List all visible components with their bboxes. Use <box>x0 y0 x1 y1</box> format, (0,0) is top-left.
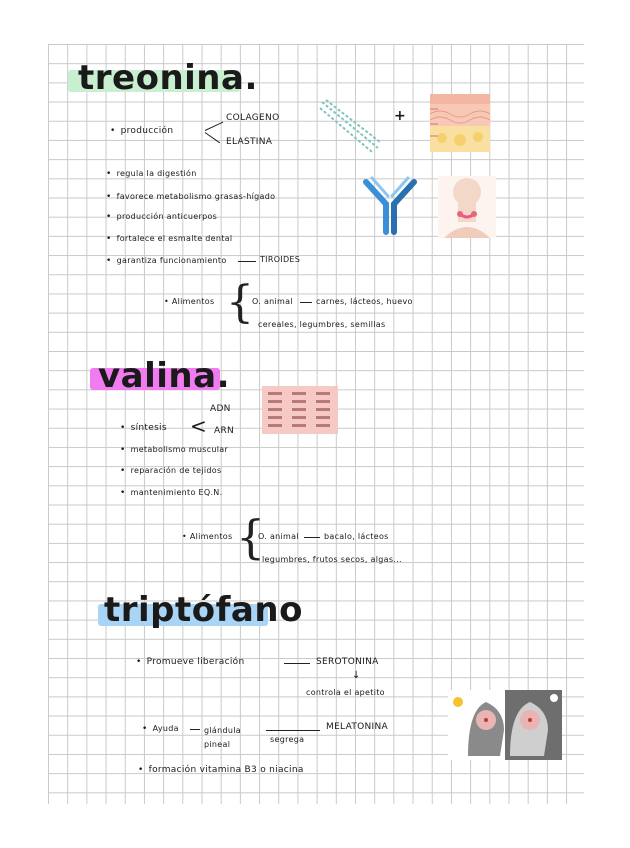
note-glandula-pineal: glándula pineal <box>204 726 241 749</box>
brain-day-night-image <box>448 690 562 760</box>
note-alimentos-valina: • Alimentos <box>182 532 233 541</box>
plus-sign: + <box>394 108 406 124</box>
note-funcionamiento: • garantiza funcionamiento <box>106 256 227 266</box>
section-title-valina: valina. <box>98 356 230 396</box>
note-reparacion-tejidos: • reparación de tejidos <box>120 466 221 476</box>
note-promueve: • Promueve liberación <box>136 657 244 667</box>
note-vitamina-b3: • formación vitamina B3 o niacina <box>138 765 304 775</box>
brace: { <box>226 277 254 328</box>
note-anticuerpos: • producción anticuerpos <box>106 212 217 222</box>
skin-layers-image <box>430 94 490 152</box>
note-segrega: segrega <box>270 735 305 744</box>
brace: { <box>236 510 266 564</box>
note-origen-animal: O. animal <box>252 297 293 306</box>
note-melatonina: MELATONINA <box>326 722 388 732</box>
note-metabolismo-grasas: • favorece metabolismo grasas-hígado <box>106 192 275 202</box>
note-adn: ADN <box>210 404 231 414</box>
note-serotonina: SEROTONINA <box>316 657 379 667</box>
note-produccion: • producción <box>110 126 173 136</box>
note-alimentos-vegetal: cereales, legumbres, semillas <box>258 320 386 329</box>
note-alimentos-vegetal: legumbres, frutos secos, algas... <box>262 555 402 564</box>
note-regula-digestion: • regula la digestión <box>106 169 197 179</box>
note-ayuda: • Ayuda <box>142 724 179 734</box>
section-title-treonina: treonina. <box>78 58 258 98</box>
collagen-fiber-image <box>318 96 382 154</box>
note-alimentos-animal: carnes, lácteos, huevo <box>316 297 413 306</box>
section-title-triptofano: triptófano <box>104 590 303 630</box>
thyroid-neck-image <box>438 176 496 238</box>
note-esmalte: • fortalece el esmalte dental <box>106 234 232 244</box>
note-controla-apetito: controla el apetito <box>306 688 385 697</box>
note-elastina: ELASTINA <box>226 137 273 147</box>
note-origen-animal: O. animal <box>258 532 299 541</box>
note-mantenimiento: • mantenimiento EQ.N. <box>120 488 222 498</box>
note-arn: ARN <box>214 426 235 436</box>
antibody-image <box>358 176 422 236</box>
note-metabolismo-muscular: • metabolismo muscular <box>120 445 228 455</box>
note-tiroides: TIROIDES <box>260 255 301 264</box>
note-colageno: COLAGENO <box>226 113 280 123</box>
note-alimentos-animal: bacalo, lácteos <box>324 532 389 541</box>
dna-sequence-image <box>262 386 338 434</box>
note-sintesis: • síntesis <box>120 423 167 433</box>
note-alimentos-treonina: • Alimentos <box>164 297 215 306</box>
